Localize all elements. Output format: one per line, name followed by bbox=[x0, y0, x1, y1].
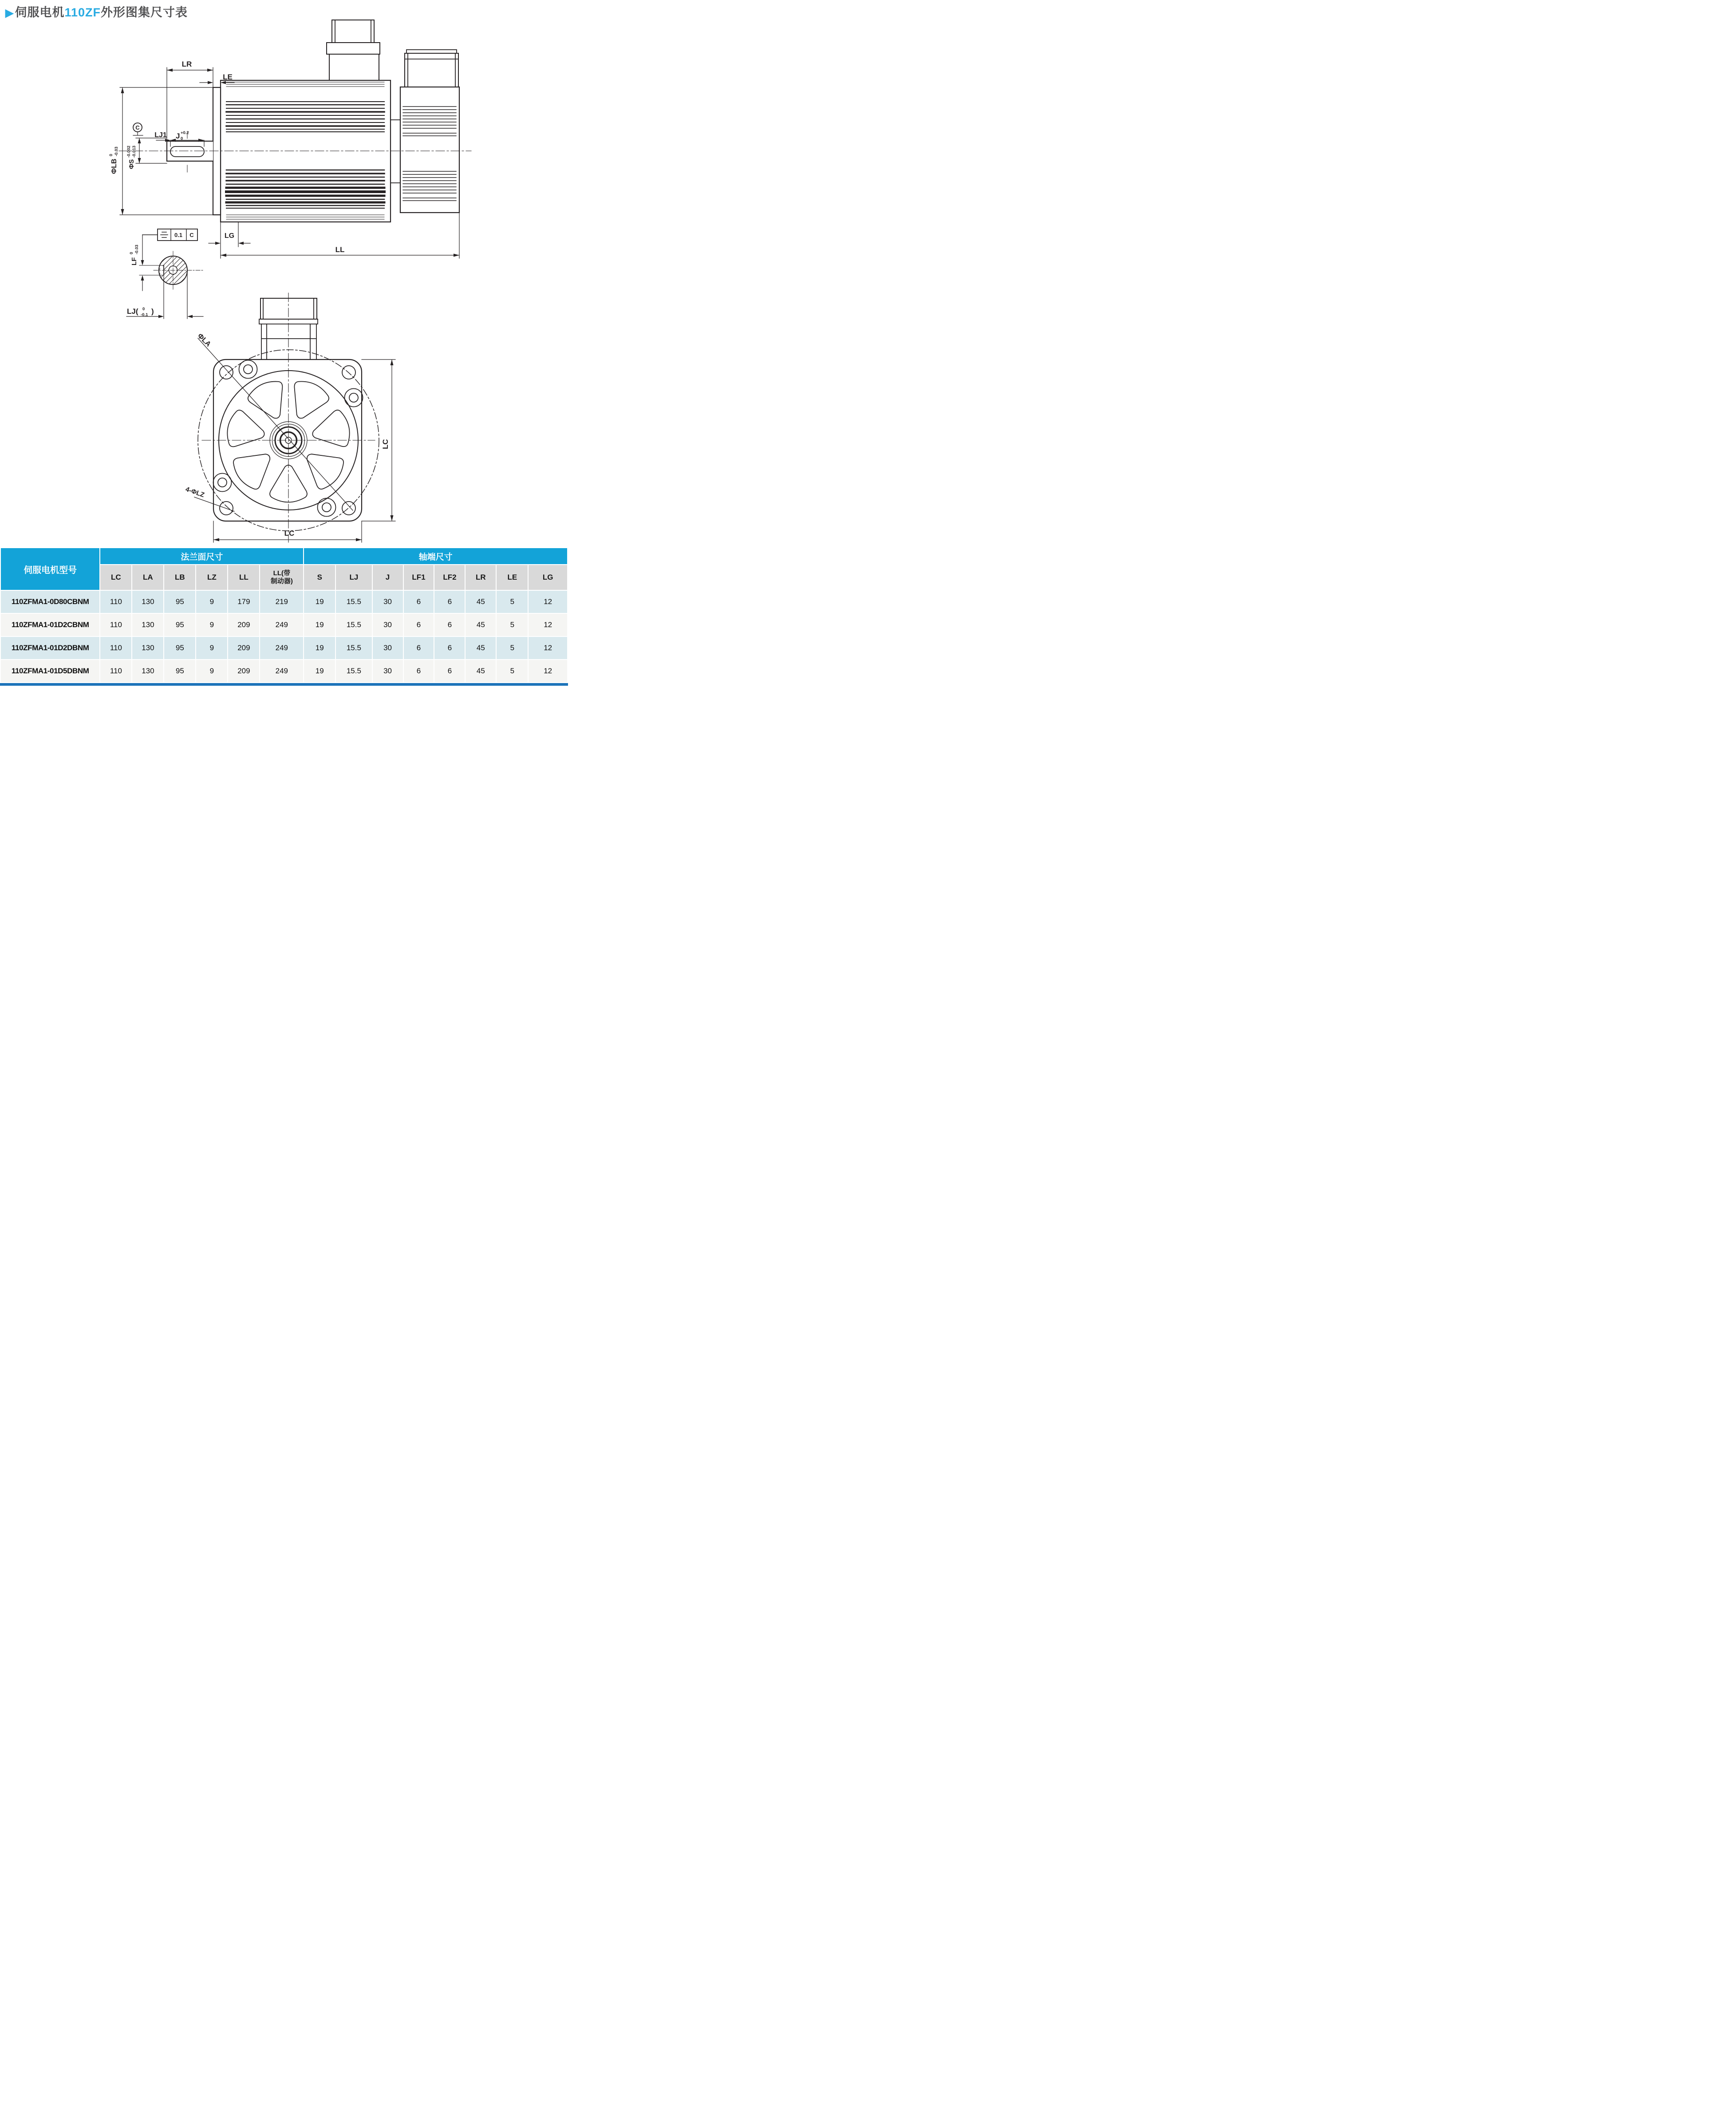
fcf-datum: C bbox=[189, 232, 194, 238]
value-cell: 5 bbox=[497, 660, 528, 682]
dim-label-lb bbox=[109, 146, 119, 174]
col-header: LZ bbox=[196, 565, 227, 590]
dim-label-lc-right bbox=[381, 439, 390, 449]
dim-label-la bbox=[196, 332, 213, 348]
col-header: LF2 bbox=[434, 565, 465, 590]
value-cell: 45 bbox=[466, 637, 496, 659]
dim-label-s bbox=[126, 146, 137, 169]
value-cell: 5 bbox=[497, 637, 528, 659]
value-cell: 6 bbox=[434, 614, 465, 636]
svg-text:): ) bbox=[151, 307, 154, 316]
value-cell: 110 bbox=[100, 660, 131, 682]
value-cell: 249 bbox=[260, 637, 303, 659]
model-column-header: 伺服电机型号 bbox=[1, 548, 99, 590]
page-title bbox=[5, 3, 188, 20]
value-cell: 130 bbox=[132, 637, 163, 659]
col-header: LA bbox=[132, 565, 163, 590]
value-cell: 110 bbox=[100, 637, 131, 659]
rear-housing bbox=[400, 87, 459, 213]
svg-text:ΦLB: ΦLB bbox=[110, 158, 118, 174]
catalog-page bbox=[0, 0, 568, 691]
dim-label-ll: LL bbox=[335, 245, 345, 254]
value-cell: 12 bbox=[529, 591, 567, 613]
svg-text:-0.002: -0.002 bbox=[126, 146, 131, 158]
value-cell: 30 bbox=[373, 614, 403, 636]
dim-label-lg: LG bbox=[224, 232, 235, 240]
group-header-flange: 法兰面尺寸 bbox=[100, 548, 303, 564]
value-cell: 19 bbox=[304, 591, 335, 613]
svg-text:0: 0 bbox=[142, 307, 145, 312]
value-cell: 12 bbox=[529, 637, 567, 659]
table-row bbox=[1, 660, 567, 682]
dim-label-lf bbox=[129, 245, 139, 265]
dim-label-lj bbox=[127, 307, 154, 317]
model-cell: 110ZFMA1-0D80CBNM bbox=[1, 591, 99, 613]
value-cell: 30 bbox=[373, 660, 403, 682]
title-prefix: 伺服电机 bbox=[15, 6, 65, 19]
svg-text:-0.03: -0.03 bbox=[114, 146, 119, 156]
value-cell: 12 bbox=[529, 660, 567, 682]
value-cell: 209 bbox=[228, 637, 259, 659]
value-cell: 9 bbox=[196, 660, 227, 682]
dim-label-lj1: LJ1 bbox=[154, 131, 167, 139]
value-cell: 19 bbox=[304, 637, 335, 659]
title-model: 110ZF bbox=[64, 6, 101, 19]
svg-text:4-ΦLZ: 4-ΦLZ bbox=[184, 485, 205, 499]
value-cell: 179 bbox=[228, 591, 259, 613]
dimension-table bbox=[0, 547, 568, 683]
neck-step bbox=[391, 120, 400, 183]
value-cell: 130 bbox=[132, 660, 163, 682]
value-cell: 130 bbox=[132, 614, 163, 636]
value-cell: 6 bbox=[434, 660, 465, 682]
power-connector bbox=[327, 20, 380, 80]
col-header: LR bbox=[466, 565, 496, 590]
svg-text:-0.1: -0.1 bbox=[141, 312, 148, 317]
svg-text:J: J bbox=[176, 132, 180, 140]
value-cell: 95 bbox=[164, 660, 195, 682]
title-suffix: 外形图集尺寸表 bbox=[101, 6, 188, 19]
value-cell: 15.5 bbox=[336, 660, 371, 682]
table-row bbox=[1, 591, 567, 613]
svg-text:0: 0 bbox=[181, 136, 183, 141]
value-cell: 110 bbox=[100, 591, 131, 613]
model-cell: 110ZFMA1-01D5DBNM bbox=[1, 660, 99, 682]
title-arrow-icon: ▶ bbox=[5, 7, 14, 19]
value-cell: 6 bbox=[404, 591, 434, 613]
value-cell: 19 bbox=[304, 614, 335, 636]
dim-label-j bbox=[176, 130, 189, 141]
value-cell: 9 bbox=[196, 637, 227, 659]
dim-label-le: LE bbox=[223, 73, 233, 81]
value-cell: 15.5 bbox=[336, 614, 371, 636]
side-view bbox=[119, 20, 471, 222]
col-header: J bbox=[373, 565, 403, 590]
value-cell: 6 bbox=[404, 614, 434, 636]
value-cell: 5 bbox=[497, 591, 528, 613]
svg-text:LC: LC bbox=[381, 439, 390, 449]
svg-text:0: 0 bbox=[109, 154, 114, 156]
svg-text:+0.2: +0.2 bbox=[181, 130, 189, 135]
value-cell: 95 bbox=[164, 637, 195, 659]
value-cell: 15.5 bbox=[336, 591, 371, 613]
col-header: LJ bbox=[336, 565, 371, 590]
dim-label-lc-bottom: LC bbox=[284, 529, 295, 537]
value-cell: 6 bbox=[404, 660, 434, 682]
col-header: S bbox=[304, 565, 335, 590]
value-cell: 45 bbox=[466, 614, 496, 636]
model-cell: 110ZFMA1-01D2DBNM bbox=[1, 637, 99, 659]
value-cell: 5 bbox=[497, 614, 528, 636]
svg-text:ΦLA: ΦLA bbox=[196, 332, 213, 348]
value-cell: 95 bbox=[164, 614, 195, 636]
col-header: LL bbox=[228, 565, 259, 590]
col-header-ll-brake bbox=[260, 565, 303, 590]
value-cell: 130 bbox=[132, 591, 163, 613]
value-cell: 95 bbox=[164, 591, 195, 613]
lf-dimension bbox=[141, 235, 144, 291]
value-cell: 6 bbox=[434, 637, 465, 659]
datum-balloon-label: C bbox=[135, 124, 140, 131]
value-cell: 45 bbox=[466, 660, 496, 682]
col-header: LE bbox=[497, 565, 528, 590]
symmetry-icon bbox=[161, 232, 168, 237]
col-header: LB bbox=[164, 565, 195, 590]
value-cell: 12 bbox=[529, 614, 567, 636]
value-cell: 9 bbox=[196, 614, 227, 636]
table-row bbox=[1, 614, 567, 636]
value-cell: 30 bbox=[373, 637, 403, 659]
svg-text:LJ(: LJ( bbox=[127, 307, 138, 316]
value-cell: 15.5 bbox=[336, 637, 371, 659]
svg-text:-0.03: -0.03 bbox=[134, 245, 139, 254]
dimension-drawing bbox=[0, 0, 568, 545]
value-cell: 110 bbox=[100, 614, 131, 636]
value-cell: 249 bbox=[260, 614, 303, 636]
col-header: LF1 bbox=[404, 565, 434, 590]
svg-text:LF: LF bbox=[130, 257, 138, 265]
col-header-line2: 制动器) bbox=[270, 577, 293, 585]
value-cell: 6 bbox=[434, 591, 465, 613]
value-cell: 209 bbox=[228, 660, 259, 682]
col-header: LG bbox=[529, 565, 567, 590]
front-view bbox=[194, 293, 395, 542]
hatch-pattern bbox=[113, 240, 228, 311]
lc-right-dimension bbox=[362, 360, 395, 521]
value-cell: 209 bbox=[228, 614, 259, 636]
svg-text:0: 0 bbox=[129, 252, 134, 254]
group-header-shaft: 轴端尺寸 bbox=[304, 548, 567, 564]
svg-text:-0.013: -0.013 bbox=[132, 146, 137, 158]
dim-label-lz bbox=[185, 486, 205, 499]
model-cell: 110ZFMA1-01D2CBNM bbox=[1, 614, 99, 636]
col-header: LC bbox=[100, 565, 131, 590]
encoder-connector bbox=[405, 50, 458, 87]
value-cell: 19 bbox=[304, 660, 335, 682]
value-cell: 9 bbox=[196, 591, 227, 613]
table-row bbox=[1, 637, 567, 659]
col-header-line1: LL(带 bbox=[273, 569, 290, 577]
spec-table-section bbox=[0, 547, 568, 686]
shaft-section-view bbox=[113, 229, 228, 319]
value-cell: 219 bbox=[260, 591, 303, 613]
fcf-tolerance: 0.1 bbox=[174, 232, 183, 238]
value-cell: 45 bbox=[466, 591, 496, 613]
bottom-accent-bar bbox=[0, 683, 568, 686]
dim-label-lr: LR bbox=[181, 60, 192, 68]
value-cell: 249 bbox=[260, 660, 303, 682]
value-cell: 30 bbox=[373, 591, 403, 613]
svg-text:ΦS: ΦS bbox=[128, 159, 135, 169]
value-cell: 6 bbox=[404, 637, 434, 659]
